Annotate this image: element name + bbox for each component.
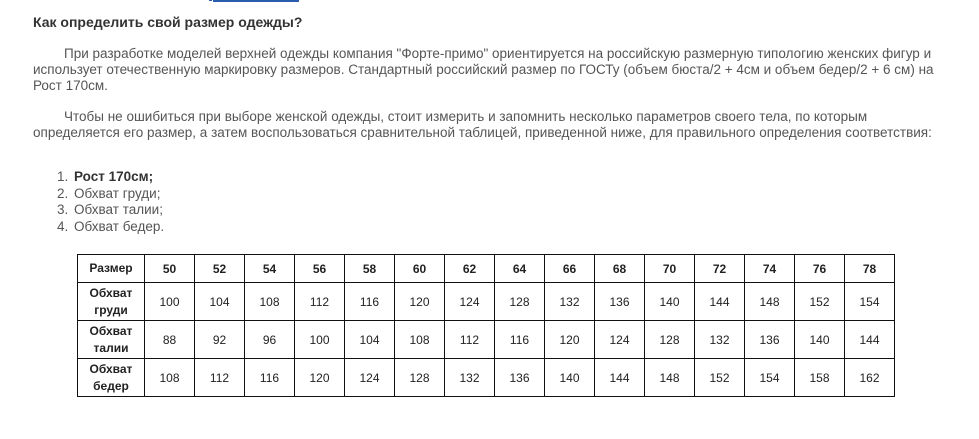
table-cell: 124: [445, 283, 495, 321]
table-cell: 104: [345, 321, 395, 359]
row-label: [78, 359, 145, 397]
table-cell: 140: [645, 283, 695, 321]
row-label-line2: груди: [94, 302, 128, 317]
table-cell: 88: [145, 321, 195, 359]
table-cell: 144: [595, 359, 645, 397]
row-label: [78, 283, 145, 321]
table-cell: 120: [295, 359, 345, 397]
size-header-cell: 76: [795, 255, 845, 283]
header-size-label: Размер: [78, 255, 145, 283]
size-header-cell: 70: [645, 255, 695, 283]
table-cell: 152: [795, 283, 845, 321]
table-cell: 116: [495, 321, 545, 359]
table-cell: 124: [595, 321, 645, 359]
list-item-text: Рост 170см;: [74, 169, 154, 184]
table-cell: 112: [295, 283, 345, 321]
table-cell: 112: [445, 321, 495, 359]
size-header-cell: 64: [495, 255, 545, 283]
table-cell: 136: [495, 359, 545, 397]
table-cell: 124: [345, 359, 395, 397]
table-cell: 136: [595, 283, 645, 321]
size-header-cell: 60: [395, 255, 445, 283]
table-cell: 148: [745, 283, 795, 321]
table-header-row: [78, 255, 895, 283]
table-row: [78, 321, 895, 359]
table-cell: 104: [195, 283, 245, 321]
table-cell: 140: [545, 359, 595, 397]
table-cell: 154: [845, 283, 895, 321]
table-cell: 148: [645, 359, 695, 397]
list-item: [33, 219, 164, 236]
row-label-line2: талии: [93, 340, 129, 355]
table-cell: 152: [695, 359, 745, 397]
size-header-cell: 54: [245, 255, 295, 283]
size-header-cell: 58: [345, 255, 395, 283]
row-label: [78, 321, 145, 359]
table-cell: 144: [845, 321, 895, 359]
page-title: Как определить свой размер одежды?: [33, 14, 303, 30]
table-cell: 108: [245, 283, 295, 321]
size-header-cell: 74: [745, 255, 795, 283]
table-cell: 96: [245, 321, 295, 359]
size-chart-table: [77, 254, 895, 397]
instructions-paragraph: Чтобы не ошибиться при выборе женской одежды, стоит измерить и запомнить несколько параметров своего тела, по которым определяется его размер, а затем воспользоваться сравнительной таблицей, приведенной ниже, для правильного определения соответствия:: [33, 109, 932, 140]
table-cell: 140: [795, 321, 845, 359]
table-cell: 132: [445, 359, 495, 397]
table-cell: 108: [395, 321, 445, 359]
table-cell: 128: [395, 359, 445, 397]
table-row: [78, 283, 895, 321]
size-header-cell: 56: [295, 255, 345, 283]
table-cell: 116: [345, 283, 395, 321]
row-label-line1: Обхват: [89, 361, 133, 376]
size-header-cell: 66: [545, 255, 595, 283]
table-cell: 144: [695, 283, 745, 321]
table-cell: 112: [195, 359, 245, 397]
table-cell: 108: [145, 359, 195, 397]
list-item-number: 1.: [57, 169, 69, 184]
list-item-text: Обхват талии;: [74, 202, 163, 217]
size-header-cell: 72: [695, 255, 745, 283]
size-header-cell: 68: [595, 255, 645, 283]
table-cell: 162: [845, 359, 895, 397]
size-header-cell: 62: [445, 255, 495, 283]
table-cell: 154: [745, 359, 795, 397]
table-cell: 132: [545, 283, 595, 321]
table-row: [78, 359, 895, 397]
list-item-text: Обхват бедер.: [74, 218, 165, 234]
table-cell: 128: [645, 321, 695, 359]
size-header-cell: 78: [845, 255, 895, 283]
table-cell: 128: [495, 283, 545, 321]
table-cell: 158: [795, 359, 845, 397]
list-item: [33, 202, 164, 219]
list-item-text: Обхват груди;: [74, 185, 161, 201]
measurement-list: [33, 169, 164, 235]
size-header-cell: 52: [195, 255, 245, 283]
top-link-underline: [213, 0, 299, 2]
size-header-cell: 50: [145, 255, 195, 283]
row-label-line2: бедер: [93, 378, 129, 393]
table-cell: 100: [145, 283, 195, 321]
row-label-line1: Обхват: [89, 323, 133, 338]
table-cell: 132: [695, 321, 745, 359]
list-item-number: 4.: [57, 218, 69, 234]
list-item-number: 2.: [57, 185, 69, 201]
row-label-line1: Обхват: [89, 285, 133, 300]
table-cell: 136: [745, 321, 795, 359]
list-item: [33, 169, 164, 186]
table-cell: 116: [245, 359, 295, 397]
table-cell: 92: [195, 321, 245, 359]
table-cell: 120: [395, 283, 445, 321]
list-item-number: 3.: [57, 202, 69, 217]
list-item: [33, 186, 164, 203]
table-cell: 120: [545, 321, 595, 359]
table-cell: 100: [295, 321, 345, 359]
intro-paragraph: При разработке моделей верхней одежды компания "Форте-примо" ориентируется на российскую размерную типологию женских фигур и использует отечественную маркировку размеров. Стандартный российский размер по ГОСТу (объем бюста/2 + 4см и объем бедер/2 + 6 см) на Рост 170см.: [33, 46, 934, 93]
